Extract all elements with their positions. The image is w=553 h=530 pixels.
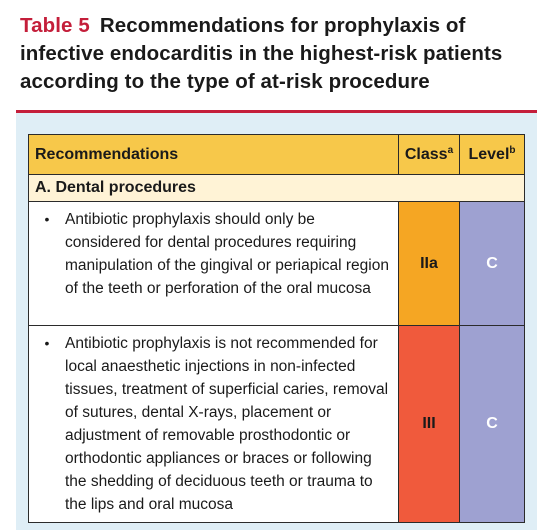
section-row — [29, 175, 525, 202]
recommendation-cell — [29, 326, 399, 523]
recommendations-table — [28, 134, 525, 523]
header-level: Level$^b$ — [460, 135, 525, 175]
table-row — [29, 326, 525, 523]
table-row — [29, 202, 525, 326]
bullet-icon: • — [44, 335, 50, 351]
table-number: Table 5 — [20, 14, 90, 37]
recommendation-cell — [29, 202, 399, 326]
level-cell: C — [460, 202, 525, 326]
header-recommendations: Recommendations — [29, 135, 399, 175]
header-level-footnote: b — [509, 144, 516, 156]
header-class-footnote: a — [447, 144, 454, 156]
table-title-text: Recommendations for prophylaxis of infective endocarditis in the highest-risk patients according to the type of at-risk procedure — [20, 14, 503, 93]
bullet-icon: • — [44, 211, 50, 227]
table-title — [20, 12, 540, 96]
header-class: Class$^a$ — [399, 135, 460, 175]
recommendation-text: Antibiotic prophylaxis should only be considered for dental procedures requiring manipulation of the gingival or periapical region of the teeth or perforation of the oral mucosa — [65, 211, 389, 297]
level-cell: C — [460, 326, 525, 523]
recommendation-text: Antibiotic prophylaxis is not recommended for local anaesthetic injections in non-infected tissues, treatment of superficial caries, removal of sutures, dental X-rays, placement or adjustment of removable prosthodontic or orthodontic appliances or braces or following the shedding of deciduous teeth or trauma to the lips and oral mucosa — [65, 335, 389, 513]
class-cell: IIa — [399, 202, 460, 326]
class-cell: III — [399, 326, 460, 523]
section-title: A. Dental procedures — [29, 175, 525, 202]
table-header-row — [29, 135, 525, 175]
